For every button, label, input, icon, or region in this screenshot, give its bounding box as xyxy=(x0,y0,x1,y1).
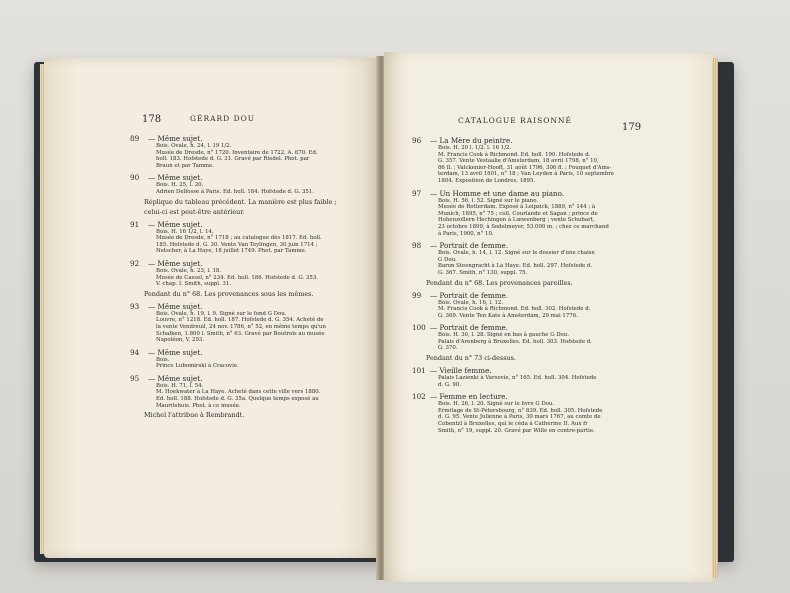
entry-detail-line: d. G. 90. xyxy=(438,381,461,388)
entry-note: Pendant du n° 68. Les provenances sous les mêmes. xyxy=(144,289,314,298)
entry-detail-line: M. Francis Cook à Richmond. Ed. holl. 190. Hofstede d. xyxy=(438,151,591,158)
entry-title-text: — Portrait de femme. xyxy=(430,323,509,333)
entry-detail-line: Hohenzollern Hechingen à Lœwenberg ; vente Schubart, xyxy=(438,217,595,224)
entry-note: Réplique du tableau précédent. La manière est plus faible ; xyxy=(144,197,337,206)
entry-detail-line: Braun et par Tamme. xyxy=(156,162,214,169)
entry-number: 93 xyxy=(130,301,140,311)
entry-detail-line: Bois. Ovale, h. 23, l. 18. xyxy=(156,267,222,274)
entry-title-text: — Portrait de femme. xyxy=(430,241,509,251)
entry-detail-line: Ed. holl. 188. Hofstede d. G. 35a. Quelque temps exposé au xyxy=(156,396,319,403)
entry-title xyxy=(130,220,366,229)
catalogue-entry xyxy=(412,392,642,434)
entry-detail-line: Palais Lazienki à Varsovie, n° 165. Ed. holl. 304. Hofstede xyxy=(438,375,597,382)
entry-title-text: — Vieille femme. xyxy=(430,366,492,376)
left-running-head: GÉRARD DOU xyxy=(190,114,256,123)
entry-detail-line: terdam, 13 avril 1801, n° 18 ; Van Leyden à Paris, 10 septembre xyxy=(438,171,614,178)
right-running-head: CATALOGUE RAISONNÉ xyxy=(458,116,572,125)
entry-detail-line: Musée de Rotterdam. Exposé à Leipzick, 1889, n° 144 ; à xyxy=(438,204,596,211)
entry-title-text: — Même sujet. xyxy=(148,347,203,357)
left-page xyxy=(44,58,378,558)
entry-detail-line: Palais d'Arenberg à Bruxelles. Ed. holl. 303. Hofstede d. xyxy=(438,338,592,345)
catalogue-entry xyxy=(130,302,366,344)
entry-detail-line: holl. 183. Hofstede d. G. 31. Gravé par Riedel. Phot. par xyxy=(156,156,310,163)
entry-note: Pendant du n° 73 ci-dessus. xyxy=(426,354,516,363)
catalogue-entry xyxy=(130,173,366,215)
entry-detail-line: Ermitage de St-Pétersbourg, n° 839. Ed. holl. 305. Hofstede xyxy=(438,407,603,414)
entry-detail-line: Adrien Delfosse à Paris. Ed. holl. 184. Hofstede d. G. 351. xyxy=(156,188,314,195)
entry-title xyxy=(412,323,642,332)
entry-detail-line: G. 370. xyxy=(438,345,458,352)
entry-detail-line: Bois. xyxy=(156,356,170,363)
entry-detail-line: 1804. Exposition de Londres, 1895. xyxy=(438,177,536,184)
entry-detail-line: Cobentzl à Bruxelles, qui le céda à Catherine II. Aux fr xyxy=(438,421,588,428)
entry-number: 101 xyxy=(412,366,426,376)
entry-detail-line: G Dou. xyxy=(438,256,457,263)
entry-detail-line: Bois. H. 20 l. 1/2. l. 16 1/2. xyxy=(438,145,512,151)
catalogue-entry xyxy=(412,136,642,185)
entry-detail-line: Bois. Ovale, h. 14, l. 12. Signé sur le dossier d'une chaise xyxy=(438,250,595,257)
entry-title xyxy=(412,136,642,145)
entry-detail-line: Mauritshuis. Phot. à ce musée. xyxy=(156,402,241,409)
entry-title-text: — Même sujet. xyxy=(148,173,203,183)
catalogue-entry xyxy=(412,323,642,362)
entry-number: 94 xyxy=(130,347,140,357)
entry-title-text: — Même sujet. xyxy=(148,134,203,143)
entry-detail-line: Bois. Ovale, h. 16, l. 12. xyxy=(438,299,504,306)
entry-title xyxy=(412,392,642,401)
entry-detail-line: G. 369. Vente Ten Kate à Amsterdam, 29 mai 1776. xyxy=(438,312,578,319)
entry-detail-line: M. Francis Cook à Richmond. Ed. holl. 302. Hofstede d. xyxy=(438,306,591,313)
entry-note: Michel l'attribue à Rembrandt. xyxy=(144,411,245,420)
entry-detail-line: 23 octobre 1899, à Sedelmeyer, 53.000 m. ; chez ce marchand xyxy=(438,223,609,230)
entry-number: 98 xyxy=(412,241,422,251)
entry-title-text: — Même sujet. xyxy=(148,258,203,268)
right-page-column xyxy=(412,132,642,434)
entry-detail-line: Bois. H. 26, l. 20. Signé sur le livre G Dou. xyxy=(438,401,555,408)
entry-title xyxy=(130,348,366,357)
entry-detail-line: Prince Lubomirski à Cracovie. xyxy=(156,363,239,370)
entry-title-text: — Portrait de femme. xyxy=(430,290,509,300)
right-folio: 179 xyxy=(622,122,642,133)
entry-title xyxy=(412,291,642,300)
entry-number: 99 xyxy=(412,290,422,300)
entry-title-text: — Même sujet. xyxy=(148,301,203,311)
entry-detail-line: Netscher, à La Haye, 18 juillet 1749. Phot. par Tamme. xyxy=(156,248,307,255)
entry-title xyxy=(412,241,642,250)
catalogue-entry xyxy=(412,189,642,238)
entry-detail-line: Baron Steengracht à La Haye. Ed. holl. 297. Hofstede d. xyxy=(438,263,593,270)
entry-detail-line: Bois. Ovale, h. 24, l. 19 1/2. xyxy=(156,143,232,149)
catalogue-entry xyxy=(130,134,366,169)
entry-title xyxy=(412,189,642,198)
entry-detail-line: Smith, n° 19, suppl. 20. Gravé par Wille en contre-partie. xyxy=(438,427,595,434)
entry-detail-line: Bois. H. 56, l. 52. Signé sur le piano. xyxy=(438,197,539,204)
entry-detail-line: 86 fl. ; Valckenier-Hooft, 31 août 1796, 306 fl. ; Fouquet d'Ams- xyxy=(438,164,612,171)
entry-detail-line: Musée de Dresde, n° 1718 ; au catalogue dès 1817. Ed. holl. xyxy=(156,235,322,242)
entry-title-text: — Femme en lecture. xyxy=(430,392,508,402)
entry-detail-line: M. Hoekwater à La Haye. Acheté dans cette ville vers 1880. xyxy=(156,389,321,396)
entry-number: 92 xyxy=(130,258,140,268)
entry-detail-line: Bois. H. 25, l. 20. xyxy=(156,182,204,189)
entry-number: 90 xyxy=(130,173,140,183)
entry-detail-line: G. 357. Vente Vestaalie d'Amsterdam, 18 avril 1798, n° 10, xyxy=(438,158,599,165)
entry-number: 91 xyxy=(130,219,140,229)
entry-detail-line: Napoléon, V, 293. xyxy=(156,337,205,344)
page-edges-right xyxy=(712,58,718,578)
entry-note: Pendant du n° 68. Les provenances pareilles. xyxy=(426,278,573,287)
left-page-column xyxy=(130,130,366,421)
catalogue-entry xyxy=(130,348,366,370)
entry-detail-line: Louvre, n° 1218. Ed. holl. 187. Hofstede d. G. 354. Acheté de xyxy=(156,317,324,324)
entry-title xyxy=(130,302,366,311)
entry-detail-line: à Paris, 1900, n° 10. xyxy=(438,230,494,237)
entry-number: 100 xyxy=(412,323,426,333)
entry-title xyxy=(130,374,366,383)
entry-title xyxy=(130,134,366,143)
entry-detail-line: Munich, 1895, n° 75 ; coll. Courlande et Sagan ; prince de xyxy=(438,210,598,217)
catalogue-entry xyxy=(412,241,642,286)
left-folio: 178 xyxy=(142,114,162,125)
entry-detail-line: G. 367. Smith, n° 130, suppl. 75. xyxy=(438,269,528,276)
entry-number: 97 xyxy=(412,188,422,198)
catalogue-entry xyxy=(130,259,366,298)
entry-detail-line: V. chap. I. Smith, suppl. 31. xyxy=(156,281,231,288)
catalogue-entry xyxy=(412,366,642,388)
right-page xyxy=(384,52,714,582)
catalogue-entry xyxy=(130,374,366,419)
entry-detail-line: Musée de Dresde, n° 1720. Inventaire de 1722. A. 670. Ed. xyxy=(156,149,318,156)
catalogue-entry xyxy=(130,220,366,255)
catalogue-entry xyxy=(412,291,642,320)
entry-detail-line: Bois. Ovale, h. 19, l. 9. Signé sur le fond G Dou. xyxy=(156,310,287,317)
entry-detail-line: d. G. 95. Vente Julienne à Paris, 30 mars 1767, au comte de xyxy=(438,414,601,421)
entry-number: 95 xyxy=(130,373,140,383)
entry-title xyxy=(130,173,366,182)
entry-title xyxy=(412,366,642,375)
entry-detail-line: Bois. H. 71, l. 54. xyxy=(156,382,204,389)
entry-detail-line: Bois. H. 16 1/2, l. 14. xyxy=(156,228,214,235)
entry-title-text: — Un Homme et une dame au piano. xyxy=(430,188,565,198)
entry-title-text: — La Mère du peintre. xyxy=(430,136,513,145)
entry-number: 96 xyxy=(412,136,422,145)
entry-number: 89 xyxy=(130,134,140,143)
entry-title xyxy=(130,259,366,268)
entry-detail-line: la vente Vendreuil, 24 nov. 1786, n° 52, en même temps qu'un xyxy=(156,323,326,330)
entry-number: 102 xyxy=(412,392,426,402)
entry-detail-line: Bois. H. 30, l. 28. Signé en bas à gauche G Dou. xyxy=(438,332,569,339)
entry-title-text: — Même sujet. xyxy=(148,219,203,229)
entry-detail-line: Musée de Cassel, n° 234. Ed. holl. 186. Hofstede d. G. 353. xyxy=(156,274,318,281)
entry-note: celui-ci est peut-être antérieur. xyxy=(144,207,245,216)
entry-detail-line: 185. Hofstede d. G. 30. Vente Van Teylingen, 30 juin 1714 ; xyxy=(156,241,318,248)
entry-title-text: — Même sujet. xyxy=(148,373,203,383)
entry-detail-line: Schalken, 1.800 l. Smith, n° 63. Gravé par Boutrois au musée xyxy=(156,330,325,337)
